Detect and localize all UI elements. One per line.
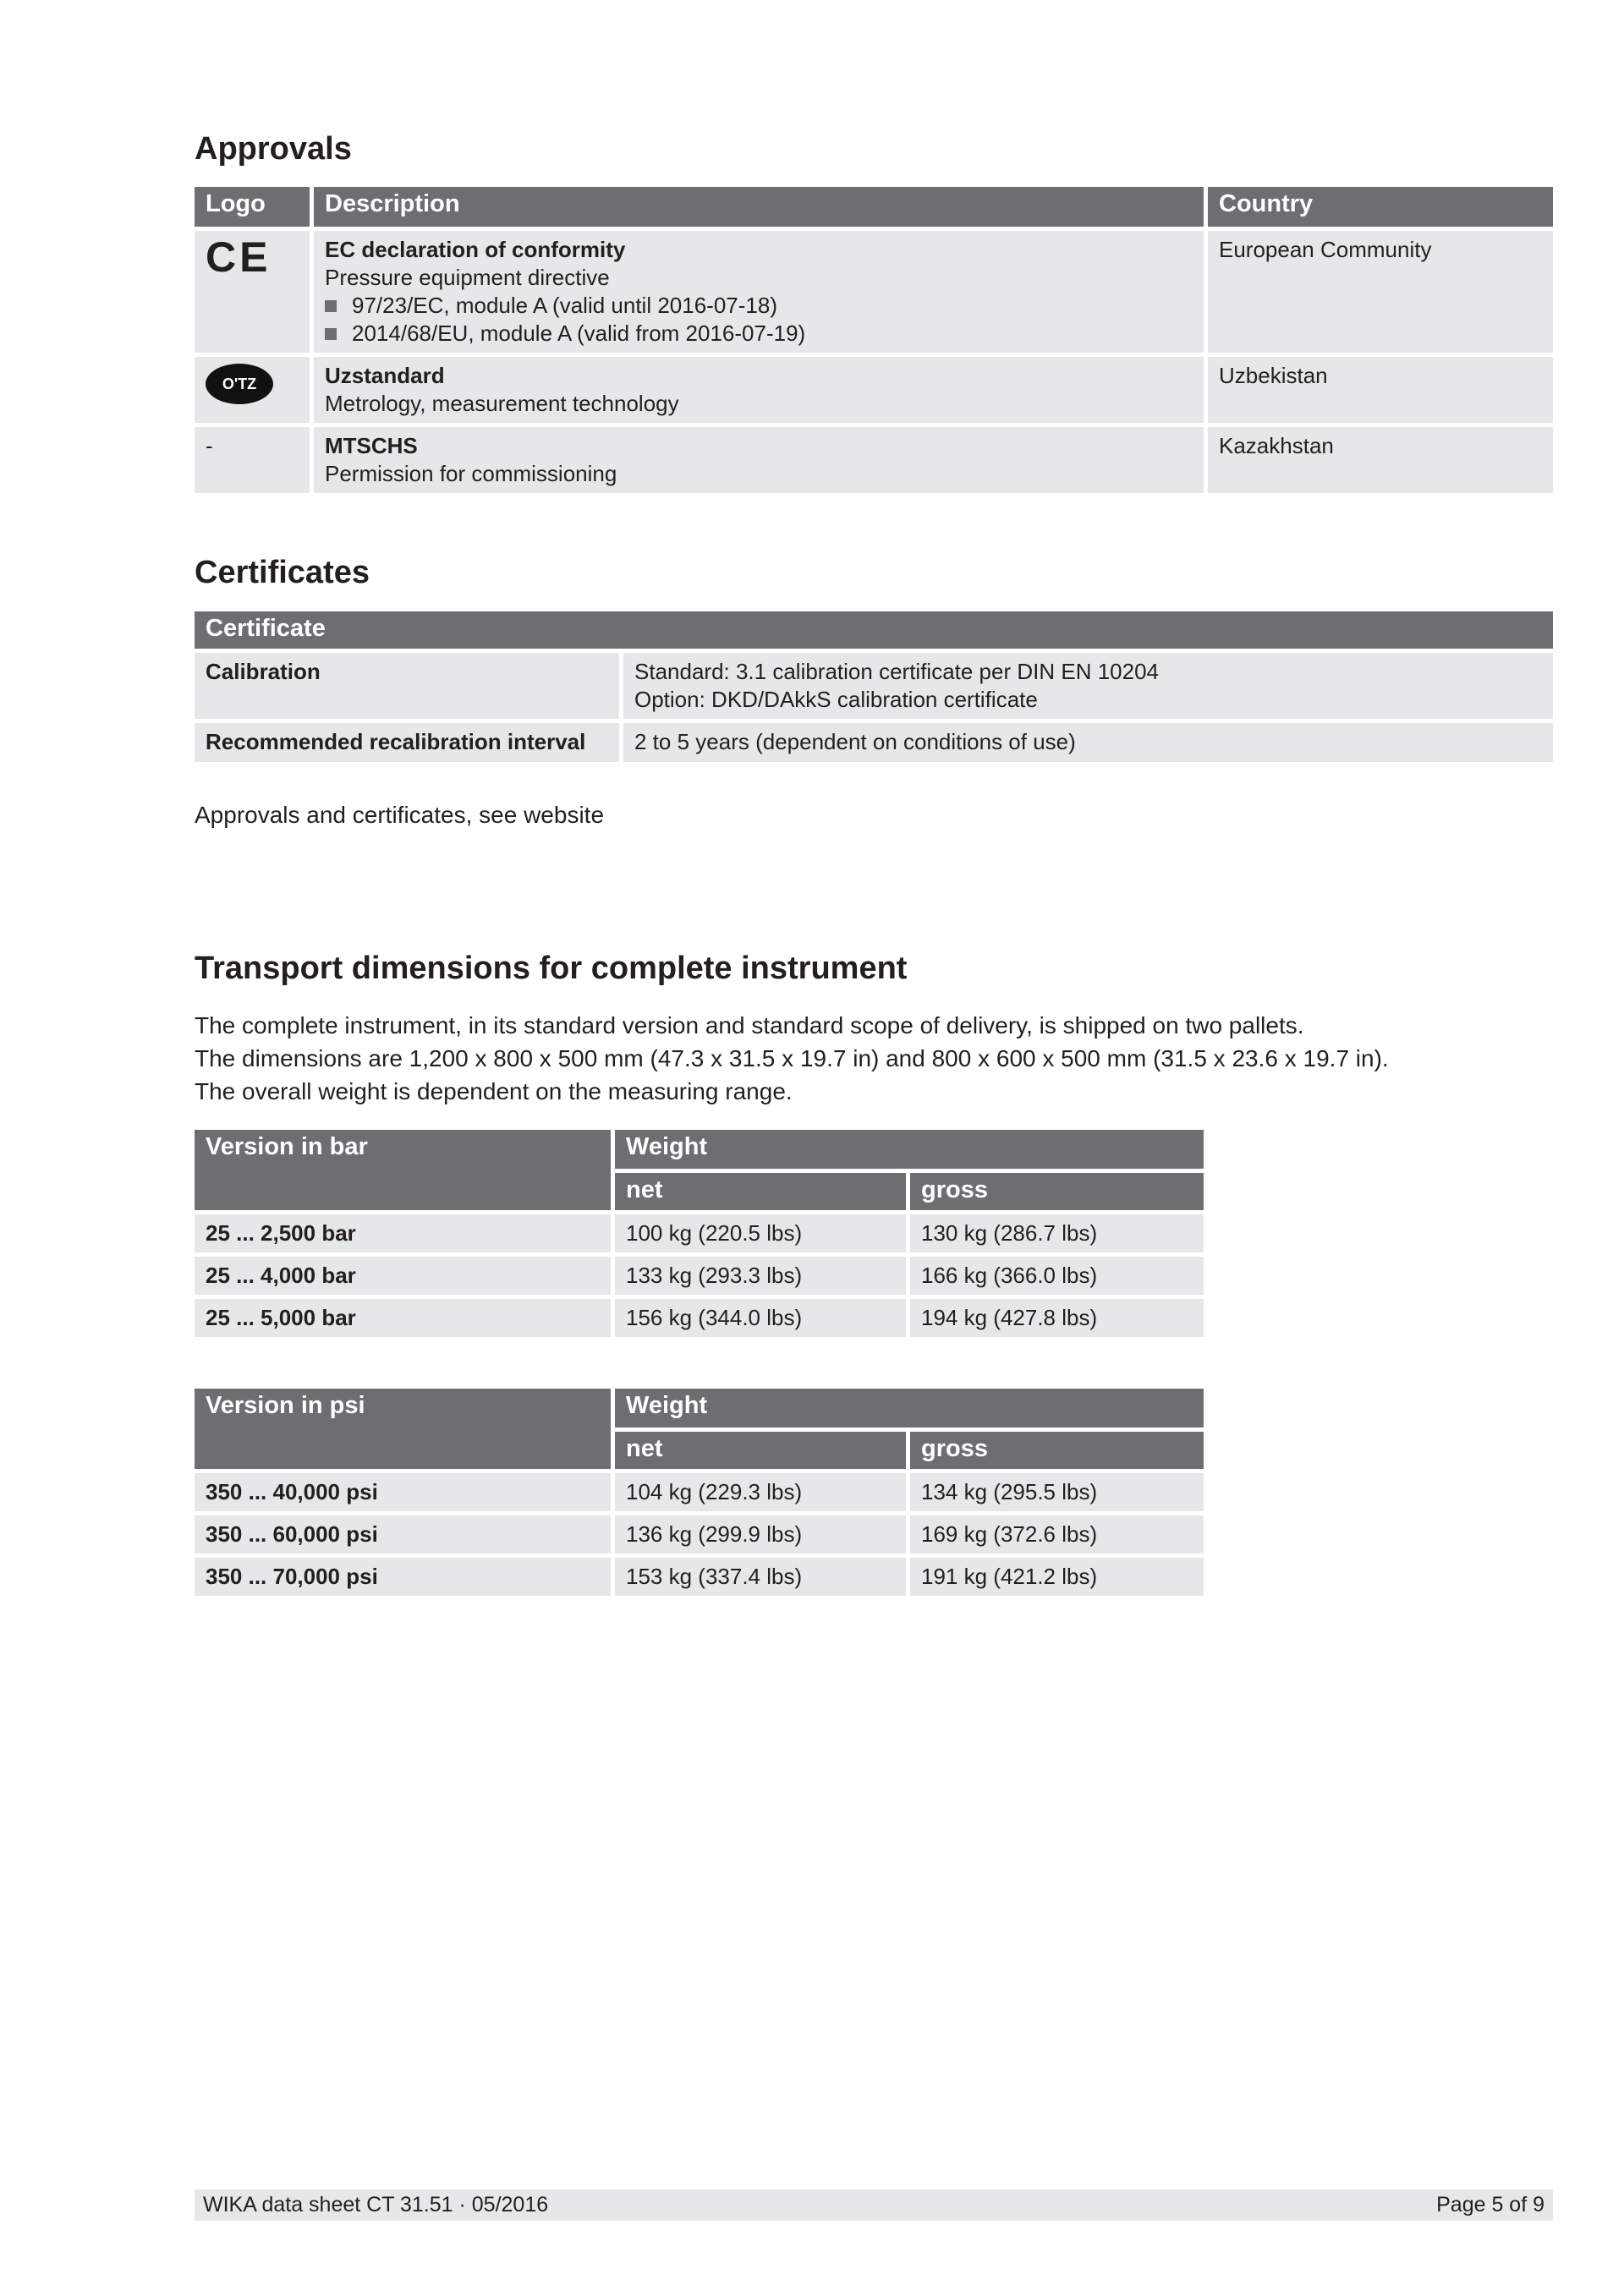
gross-cell: 166 kg (366.0 lbs) — [910, 1257, 1204, 1295]
psi-weight-table — [190, 1384, 1208, 1600]
gross-cell: 169 kg (372.6 lbs) — [910, 1515, 1204, 1553]
version-cell: 25 ... 2,500 bar — [195, 1214, 611, 1252]
transport-title: Transport dimensions for complete instrument — [195, 951, 908, 986]
net-cell: 156 kg (344.0 lbs) — [615, 1299, 906, 1337]
header-weight: Weight — [615, 1389, 1204, 1427]
net-cell: 104 kg (229.3 lbs) — [615, 1473, 906, 1511]
header-weight: Weight — [615, 1130, 1204, 1169]
approvals-table — [190, 183, 1557, 497]
gross-cell: 134 kg (295.5 lbs) — [910, 1473, 1204, 1511]
paragraph-line: The complete instrument, in its standard version and standard scope of delivery, is shipped on two pallets. — [195, 1012, 1304, 1038]
cert-value: 2 to 5 years (dependent on conditions of use) — [623, 723, 1553, 762]
version-cell: 350 ... 70,000 psi — [195, 1558, 611, 1596]
table-row — [195, 357, 1553, 423]
page-footer — [195, 2189, 1553, 2221]
header-country: Country — [1208, 187, 1553, 227]
header-net: net — [615, 1173, 906, 1210]
version-cell: 25 ... 4,000 bar — [195, 1257, 611, 1295]
gross-cell: 194 kg (427.8 lbs) — [910, 1299, 1204, 1337]
ce-logo-icon: CE — [195, 231, 310, 353]
certificates-table — [190, 607, 1557, 766]
approval-desc: Pressure equipment directive — [325, 265, 610, 290]
net-cell: 153 kg (337.4 lbs) — [615, 1558, 906, 1596]
header-logo: Logo — [195, 187, 310, 227]
gross-cell: 191 kg (421.2 lbs) — [910, 1558, 1204, 1596]
footer-doc-id: WIKA data sheet CT 31.51 · 05/2016 — [203, 2193, 549, 2217]
table-row — [195, 1299, 1204, 1337]
table-row — [195, 231, 1553, 353]
header-version: Version in bar — [195, 1130, 611, 1210]
table-row — [195, 1257, 1204, 1295]
uzstandard-logo-icon: O'TZ — [195, 357, 310, 423]
bullet-icon — [325, 328, 337, 340]
approval-desc: Permission for commissioning — [325, 461, 617, 486]
approval-name: Uzstandard — [325, 363, 445, 388]
approval-country: European Community — [1208, 231, 1553, 353]
cert-label: Calibration — [195, 653, 619, 719]
paragraph-line: The dimensions are 1,200 x 800 x 500 mm (47.3 x 31.5 x 19.7 in) and 800 x 600 x 500 mm (31.5 x 23.6 x 19.7 in). — [195, 1045, 1389, 1071]
approval-name: MTSCHS — [325, 433, 418, 458]
table-row — [195, 1214, 1204, 1252]
net-cell: 133 kg (293.3 lbs) — [615, 1257, 906, 1295]
approval-country: Uzbekistan — [1208, 357, 1553, 423]
cert-value: Option: DKD/DAkkS calibration certificate — [634, 687, 1038, 712]
header-version: Version in psi — [195, 1389, 611, 1469]
paragraph-line: The overall weight is dependent on the measuring range. — [195, 1078, 793, 1104]
bullet-text: 2014/68/EU, module A (valid from 2016-07-19) — [352, 321, 806, 346]
header-description: Description — [314, 187, 1204, 227]
header-gross: gross — [910, 1432, 1204, 1469]
table-row — [195, 1515, 1204, 1553]
net-cell: 100 kg (220.5 lbs) — [615, 1214, 906, 1252]
version-cell: 350 ... 60,000 psi — [195, 1515, 611, 1553]
table-row — [195, 427, 1553, 493]
header-gross: gross — [910, 1173, 1204, 1210]
table-row — [195, 653, 1553, 719]
bar-weight-table — [190, 1126, 1208, 1341]
table-row — [195, 1473, 1204, 1511]
approval-name: EC declaration of conformity — [325, 237, 626, 262]
approval-country: Kazakhstan — [1208, 427, 1553, 493]
certificates-note: Approvals and certificates, see website — [195, 802, 605, 828]
version-cell: 350 ... 40,000 psi — [195, 1473, 611, 1511]
table-row — [195, 723, 1553, 762]
certificates-title: Certificates — [195, 555, 370, 590]
bullet-icon — [325, 300, 337, 312]
net-cell: 136 kg (299.9 lbs) — [615, 1515, 906, 1553]
bullet-text: 97/23/EC, module A (valid until 2016-07-18) — [352, 293, 777, 318]
approvals-title: Approvals — [195, 131, 352, 167]
cert-value: Standard: 3.1 calibration certificate per DIN EN 10204 — [634, 659, 1160, 684]
gross-cell: 130 kg (286.7 lbs) — [910, 1214, 1204, 1252]
header-certificate: Certificate — [195, 611, 1553, 649]
header-net: net — [615, 1432, 906, 1469]
version-cell: 25 ... 5,000 bar — [195, 1299, 611, 1337]
table-row — [195, 1558, 1204, 1596]
footer-page-number: Page 5 of 9 — [1436, 2193, 1544, 2217]
cert-label: Recommended recalibration interval — [195, 723, 619, 762]
approval-desc: Metrology, measurement technology — [325, 391, 679, 416]
approval-logo: - — [195, 427, 310, 493]
